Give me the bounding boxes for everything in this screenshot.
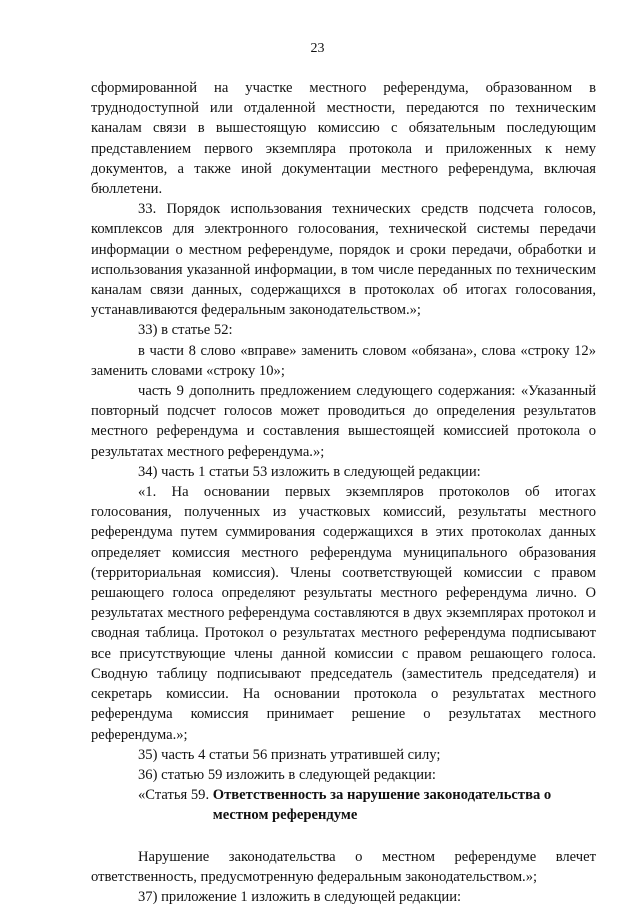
- paragraph: «1. На основании первых экземпляров протоколов об итогах голосования, полученных из участковых комиссий, результаты местного референдума путем суммирования содержащихся в этих протоколах данных определяет комиссия местного референдума муниципального образования (территориальная комиссия). Члены соответствующей комиссии с правом решающего голоса определяют результаты местного референдума лично. О результатах местного референдума составляются в двух экземплярах протокол и сводная таблица. Протокол о результатах местного референдума подписывают все присутствующие члены данной комиссии с правом решающего голоса. Сводную таблицу подписывают председатель (заместитель председателя) и секретарь комиссии. На основании протокола о результатах местного референдума комиссия принимает решение о результатах местного референдума.»;: [91, 484, 596, 743]
- spacer: [91, 826, 596, 847]
- paragraph: часть 9 дополнить предложением следующего содержания: «Указанный повторный подсчет голосов может проводиться до определения результатов местного референдума и составления вышестоящей комиссией протокола о результатах местного референдума.»;: [91, 383, 596, 460]
- paragraph: 33. Порядок использования технических средств подсчета голосов, комплексов для электронного голосования, технической системы передачи информации о местном референдуме, порядок и сроки передачи, обработки и использования указанной информации, в том числе переданных по техническим каналам связи данных, содержащихся в протоколах об итогах голосования, устанавливаются федеральным законодательством.»;: [91, 201, 596, 319]
- paragraph: Нарушение законодательства о местном референдуме влечет ответственность, предусмотренную федеральным законодательством.»;: [91, 848, 596, 885]
- paragraph: 35) часть 4 статьи 56 признать утратившей силу;: [138, 746, 441, 763]
- paragraph: 37) приложение 1 изложить в следующей редакции:: [138, 888, 462, 905]
- article-number: «Статья 59.: [138, 787, 213, 804]
- paragraph: 34) часть 1 статьи 53 изложить в следующей редакции:: [138, 463, 481, 480]
- paragraph: сформированной на участке местного референдума, образованном в труднодоступной или отдаленной местности, передаются по техническим каналам связи в вышестоящую комиссию с обязательным последующим представлением первого экземпляра протокола и приложенных к нему документов, а также иной документации местного референдума, включая бюллетени.: [91, 80, 596, 198]
- article-heading: [91, 785, 596, 825]
- paragraph: в части 8 слово «вправе» заменить словом «обязана», слова «строку 12» заменить словами «строку 10»;: [91, 342, 596, 379]
- paragraph: 33) в статье 52:: [138, 322, 233, 339]
- page-number: 23: [310, 41, 325, 56]
- document-body: [91, 78, 596, 907]
- paragraph: 36) статью 59 изложить в следующей редакции:: [138, 766, 436, 783]
- article-title: Ответственность за нарушение законодательства о местном референдуме: [212, 787, 552, 824]
